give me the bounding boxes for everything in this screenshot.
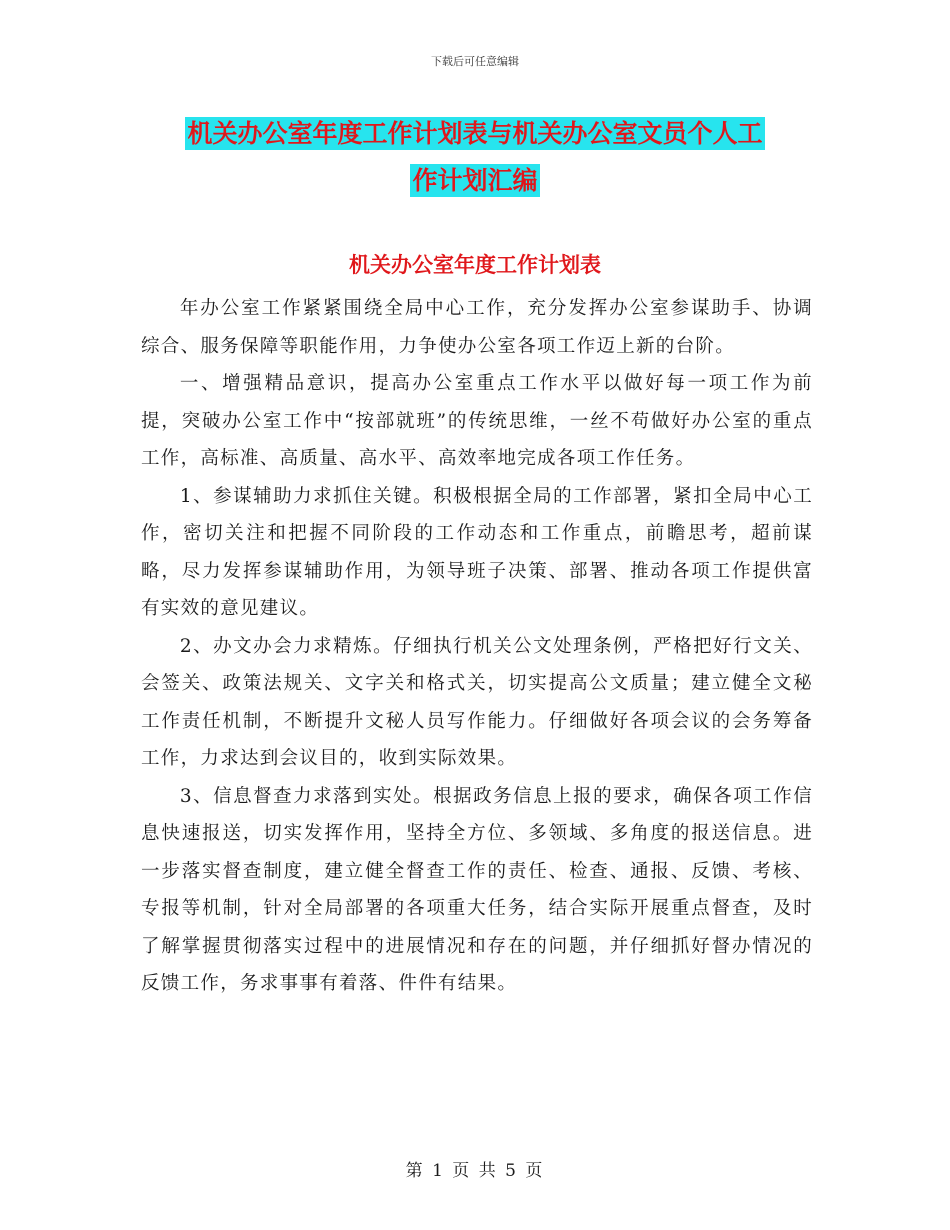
paragraph-section-one: 一、增强精品意识，提高办公室重点工作水平以做好每一项工作为前提，突破办公室工作中“按部就班”的传统思维，一丝不苟做好办公室的重点工作，高标准、高质量、高水平、高效率地完成各项工作任务。 bbox=[141, 373, 813, 469]
paragraph-intro: 年办公室工作紧紧围绕全局中心工作，充分发挥办公室参谋助手、协调综合、服务保障等职能作用，力争使办公室各项工作迈上新的台阶。 bbox=[141, 298, 813, 357]
section-title: 机关办公室年度工作计划表 bbox=[349, 253, 601, 277]
document-title bbox=[140, 110, 810, 204]
header-note: 下载后可任意编辑 bbox=[431, 55, 519, 68]
page-number-footer: 第 1 页 共 5 页 bbox=[405, 1161, 545, 1181]
paragraph-item-1: 1、参谋辅助力求抓住关键。积极根据全局的工作部署，紧扣全局中心工作，密切关注和把握不同阶段的工作动态和工作重点，前瞻思考，超前谋略，尽力发挥参谋辅助作用，为领导班子决策、部署、推动各项工作提供富有实效的意见建议。 bbox=[141, 485, 813, 619]
document-body bbox=[141, 290, 813, 1003]
document-title-line2: 作计划汇编 bbox=[412, 166, 538, 195]
paragraph-item-2: 2、办文办会力求精炼。仔细执行机关公文处理条例，严格把好行文关、会签关、政策法规关、文字关和格式关，切实提高公文质量；建立健全文秘工作责任机制，不断提升文秘人员写作能力。仔细做好各项会议的会务筹备工作，力求达到会议目的，收到实际效果。 bbox=[141, 635, 813, 769]
document-title-line1: 机关办公室年度工作计划表与机关办公室文员个人工 bbox=[187, 119, 763, 148]
paragraph-item-3: 3、信息督查力求落到实处。根据政务信息上报的要求，确保各项工作信息快速报送，切实发挥作用，坚持全方位、多领域、多角度的报送信息。进一步落实督查制度，建立健全督查工作的责任、检查、通报、反馈、考核、专报等机制，针对全局部署的各项重大任务，结合实际开展重点督查，及时了解掌握贯彻落实过程中的进展情况和存在的问题，并仔细抓好督办情况的反馈工作，务求事事有着落、件件有结果。 bbox=[141, 785, 813, 994]
